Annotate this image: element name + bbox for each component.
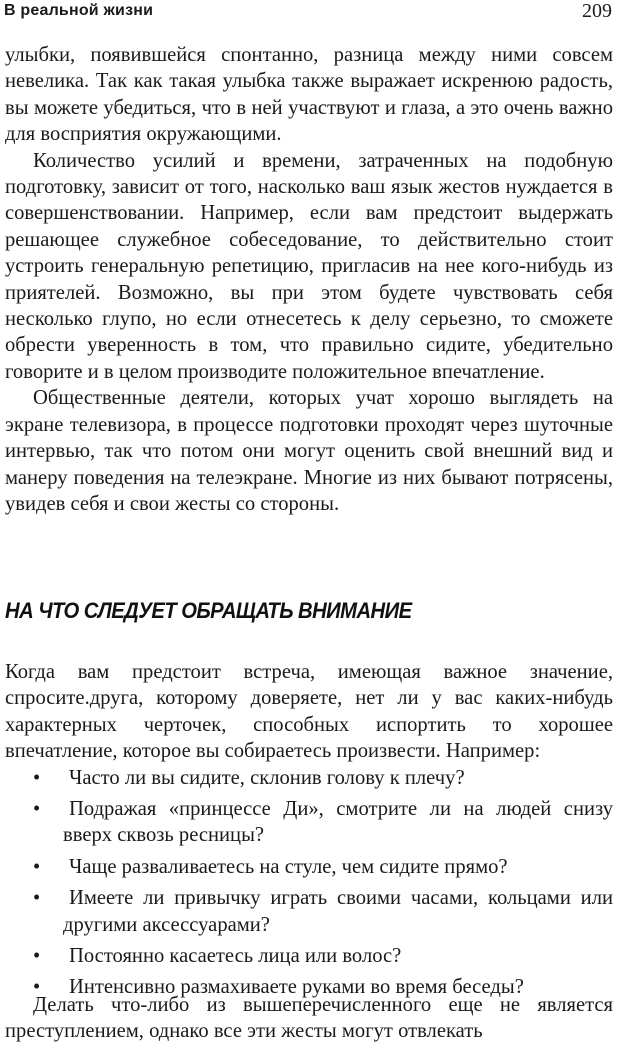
bullet-icon: • — [33, 766, 41, 789]
list-item-text: Часто ли вы сидите, склонив голову к плечу? — [69, 766, 465, 789]
list-item-text: Чаще разваливаетесь на стуле, чем сидите прямо? — [69, 855, 508, 878]
list-item-text: Подражая «принцессе Ди», смотрите ли на людей снизу вверх сквозь ресницы? — [63, 798, 613, 847]
bullet-icon: • — [33, 855, 41, 878]
bullet-icon: • — [33, 945, 41, 968]
page-number: 209 — [582, 0, 612, 22]
section-intro-paragraph: Когда вам предстоит встреча, имеющая важное значение, спросите.друга, которому доверяете, нет ли у вас каких-нибудь характерных черточек, способных испортить то хорошее впечатление, которое вы собираетесь произвести. Например: — [5, 661, 613, 763]
text-block-bottom — [5, 992, 613, 1045]
text-block-top — [5, 42, 613, 517]
checklist — [5, 765, 613, 1001]
list-item-text: Интенсивно размахиваете руками во время беседы? — [69, 976, 524, 999]
list-item — [5, 765, 613, 791]
text-block-section — [5, 659, 613, 1001]
paragraph-continued: улыбки, появившейся спонтанно, разница между ними совсем невелика. Так как такая улыбка также выражает искренюю радость, вы можете убедиться, что в ней участвуют и глаза, а это очень важно для восприятия окружающими. — [5, 44, 613, 146]
bullet-icon: • — [33, 887, 41, 910]
paragraph: Количество усилий и времени, затраченных на подобную подготовку, зависит от того, насколько ваш язык жестов нуждается в совершенствовании. Например, если вам предстоит выдержать решающее служебное собеседование, то действительно стоит устроить генеральную репетицию, пригласив на нее кого-нибудь из приятелей. Возможно, вы при этом будете чувствовать себя несколько глупо, но если отнесетесь к делу серьезно, то сможете обрести уверенность в том, что правильно сидите, убедительно говорите и в целом производите положительное впечатление. — [5, 149, 613, 383]
list-item — [5, 943, 613, 969]
closing-paragraph: Делать что-либо из вышеперечисленного еще не является преступлением, однако все эти жесты могут отвлекать — [5, 994, 613, 1043]
list-item — [5, 796, 613, 849]
bullet-icon: • — [33, 798, 41, 821]
list-item — [5, 885, 613, 938]
bullet-icon: • — [33, 976, 41, 999]
list-item — [5, 854, 613, 880]
list-item-text: Имеете ли привычку играть своими часами, кольцами или другими аксессуарами? — [63, 887, 613, 936]
list-item-text: Постоянно касаетесь лица или волос? — [69, 945, 402, 968]
paragraph: Общественные деятели, которых учат хорошо выглядеть на экране телевизора, в процессе подготовки проходят через шуточные интервью, так что потом они могут оценить свой внешний вид и манеру поведения на телеэкране. Многие из них бывают потрясены, увидев себя и свои жесты со стороны. — [5, 387, 613, 515]
section-heading: НА ЧТО СЛЕДУЕТ ОБРАЩАТЬ ВНИМАНИЕ — [5, 598, 412, 623]
running-title: В реальной жизни — [4, 2, 154, 19]
